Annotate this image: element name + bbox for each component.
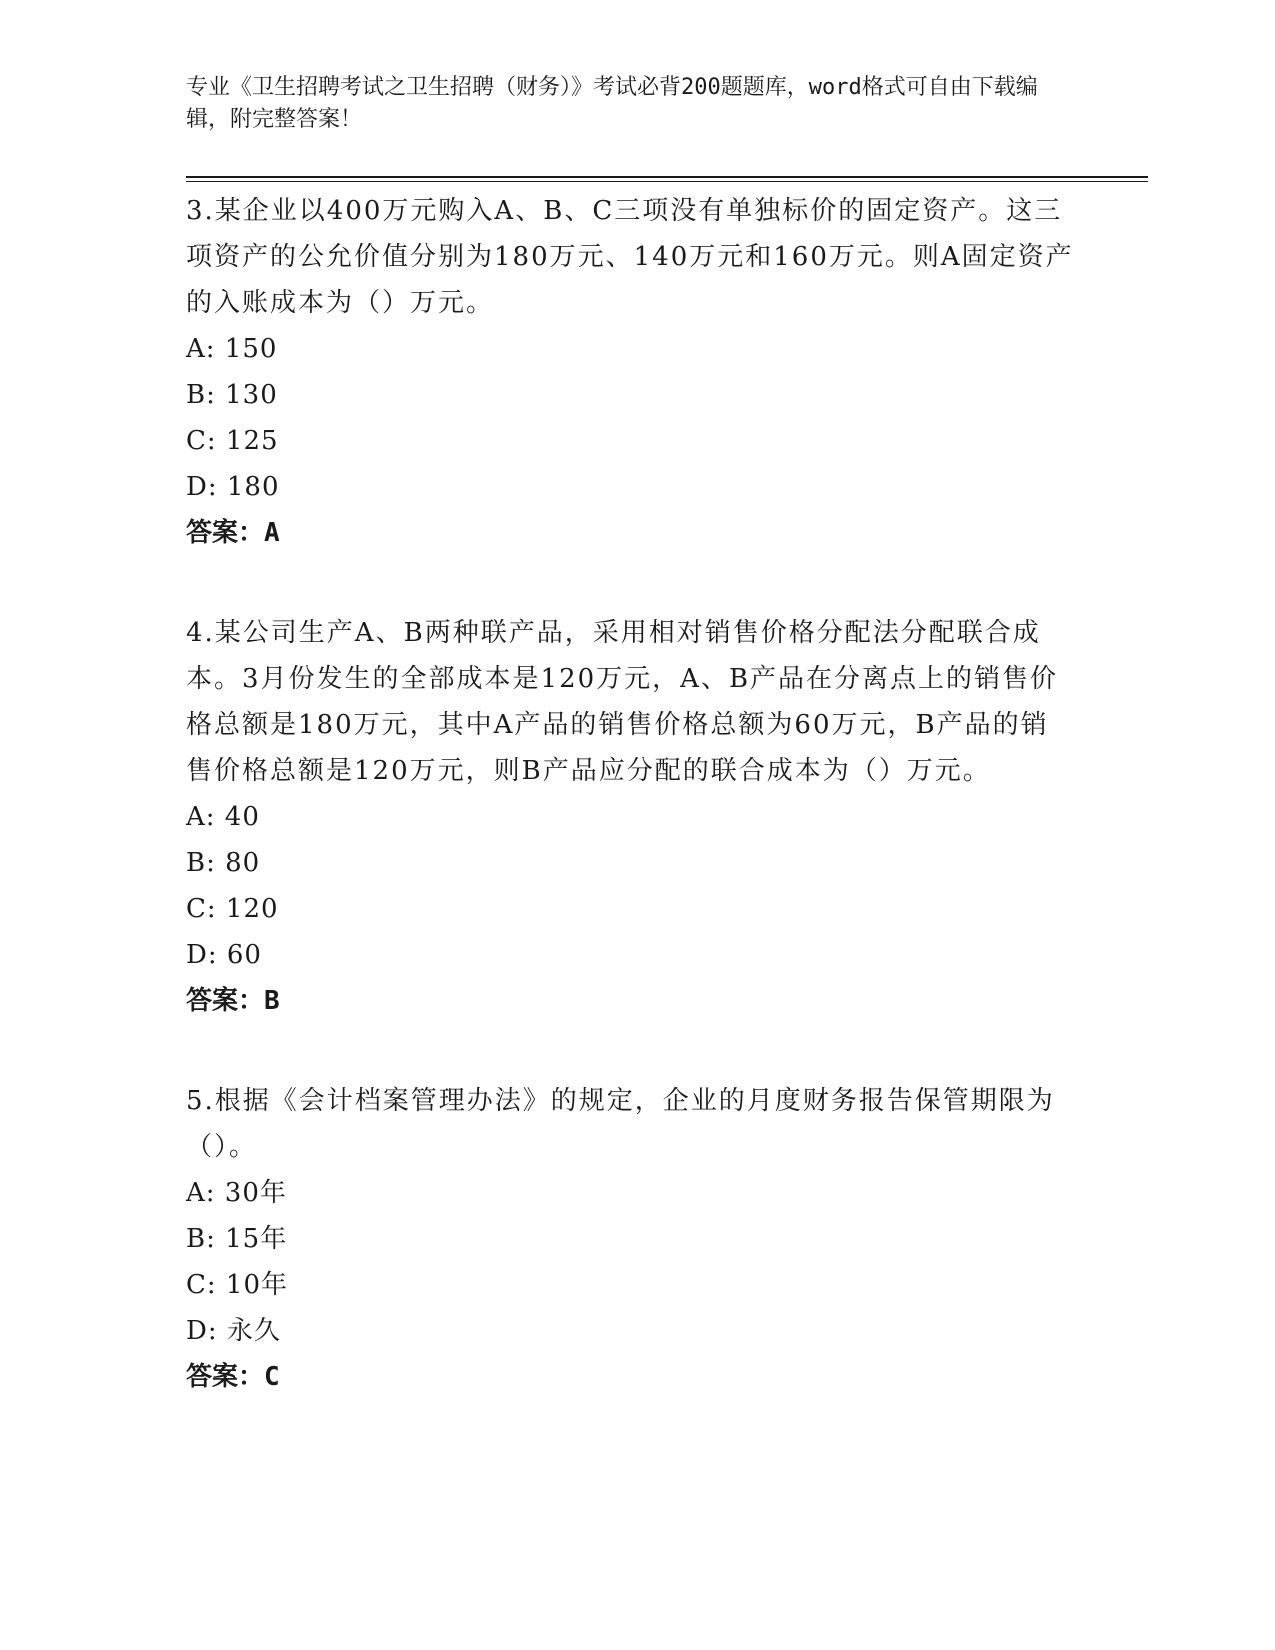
option-a: A: 40 <box>186 802 260 832</box>
option-b: B: 15年 <box>186 1224 288 1254</box>
option-a: A: 150 <box>186 334 278 364</box>
question-stem: 4.某公司生产A、B两种联产品，采用相对销售价格分配法分配联合成本。3月份发生的全部成本是120万元，A、B产品在分离点上的销售价格总额是180万元，其中A产品的销售价格总额为60万元，B产品的销售价格总额是120万元，则B产品应分配的联合成本为（）万元。 <box>186 618 1059 786</box>
option-d: D: 60 <box>186 940 262 970</box>
question-list <box>186 188 1076 1400</box>
document-header: 专业《卫生招聘考试之卫生招聘（财务）》考试必背200题题库，word格式可自由下载编辑，附完整答案！ <box>186 75 1038 132</box>
option-c: C: 125 <box>186 426 279 456</box>
option-d: D: 永久 <box>186 1316 281 1346</box>
option-d: D: 180 <box>186 472 280 502</box>
header-divider-thin <box>186 181 1148 182</box>
answer-label: 答案：A <box>186 518 280 548</box>
option-a: A: 30年 <box>186 1178 287 1208</box>
option-c: C: 120 <box>186 894 279 924</box>
question-spacer <box>186 1024 1076 1078</box>
option-c: C: 10年 <box>186 1270 289 1300</box>
answer-label: 答案：C <box>186 1362 280 1392</box>
question-4 <box>186 610 1076 1024</box>
question-spacer <box>186 556 1076 610</box>
question-stem: 5.根据《会计档案管理办法》的规定，企业的月度财务报告保管期限为（）。 <box>186 1086 1055 1162</box>
header-divider-thick <box>186 176 1148 178</box>
question-3 <box>186 188 1076 556</box>
option-b: B: 130 <box>186 380 278 410</box>
answer-label: 答案：B <box>186 986 280 1016</box>
question-stem: 3.某企业以400万元购入A、B、C三项没有单独标价的固定资产。这三项资产的公允价值分别为180万元、140万元和160万元。则A固定资产的入账成本为（）万元。 <box>186 196 1074 318</box>
question-5 <box>186 1078 1076 1400</box>
option-b: B: 80 <box>186 848 261 878</box>
